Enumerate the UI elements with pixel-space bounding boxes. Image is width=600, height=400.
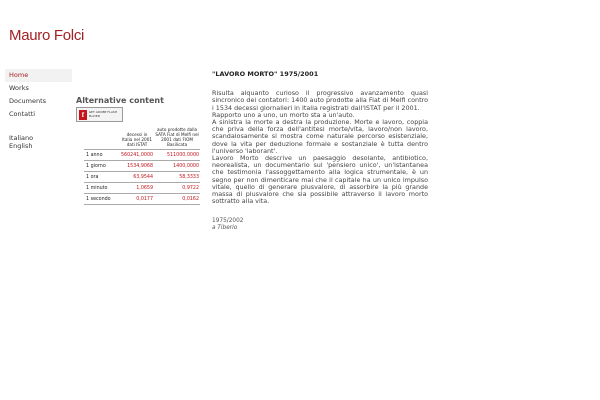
row-deaths: 63,9544 bbox=[120, 172, 154, 183]
flash-badge-text: GET ADOBE FLASH PLAYER bbox=[88, 110, 118, 118]
nav-item-works[interactable]: Works bbox=[9, 84, 29, 92]
article-paragraph: A sinistra la morte a destra la produzione. Morte e lavoro, coppia che priva della forza dell'antitesi morte/vita, lavoro/non lavoro, scandalosamente si mostra come naturale percorso esistenziale, dove la vita per deduzione formale e sostanziale è tutta dentro l'universo 'laborant'. bbox=[212, 118, 428, 155]
row-label: 1 anno bbox=[84, 150, 120, 161]
row-cars: 1400,0000 bbox=[154, 161, 200, 172]
article-year: 1975/2002 bbox=[212, 218, 244, 225]
get-flash-player-button[interactable] bbox=[76, 107, 123, 122]
article-paragraph: Risulta alquanto curioso il progressivo avanzamento quasi sincronico dei contatori: 1400 auto prodotte alla Fiat di Melfi contro i 1534 decessi giornalieri in Italia registrati dall'ISTAT per il 2001. bbox=[212, 89, 428, 112]
alt-content-title: Alternative content bbox=[76, 96, 164, 105]
nav-spacer bbox=[5, 121, 72, 134]
article-paragraph: Rapporto uno a uno, un morto sta a un'auto. bbox=[212, 110, 355, 119]
nav-item-contatti[interactable]: Contatti bbox=[9, 110, 36, 118]
table-header-empty bbox=[84, 127, 120, 150]
flash-icon: f bbox=[79, 110, 87, 120]
article-paragraph: Lavoro Morto descrive un paesaggio desolante, antibiotico, neorealista, un documentario sul 'pensiero unico', un'istantanea che testimonia l'assoggettamento alla logica strumentale, è un segno per non dimenticare mai che il capitale ha un unico impulso vitale, quello di generare plusvalore, di assorbire la più grande massa di plusvalore che sia possibile attraverso il lavoro morto sottratto alla vita. bbox=[212, 154, 428, 206]
article-dedication: a Tiberio bbox=[212, 225, 238, 232]
table-row bbox=[84, 183, 200, 194]
nav-item-documents[interactable]: Documents bbox=[9, 97, 47, 105]
table-row bbox=[84, 161, 200, 172]
row-cars: 0,0162 bbox=[154, 194, 200, 205]
row-deaths: 1534,9068 bbox=[120, 161, 154, 172]
lang-italiano[interactable]: Italiano bbox=[9, 134, 34, 142]
nav-item-home[interactable]: Home bbox=[5, 69, 72, 82]
row-label: 1 minuto bbox=[84, 183, 120, 194]
table-header-cars: auto prodotte dalla SATA Fiat di Melfi nel 2001 dati FIOM Basilicata bbox=[155, 127, 199, 147]
table-header-deaths: decessi in Italia nel 2001 dati ISTAT bbox=[121, 132, 153, 147]
table-row bbox=[84, 194, 200, 205]
site-title[interactable]: Mauro Folci bbox=[9, 27, 85, 44]
table-row bbox=[84, 150, 200, 161]
row-deaths: 0,0177 bbox=[120, 194, 154, 205]
row-label: 1 secondo bbox=[84, 194, 120, 205]
row-deaths: 560241,0000 bbox=[120, 150, 154, 161]
row-cars: 58,3333 bbox=[154, 172, 200, 183]
flash-alternative-content bbox=[76, 96, 201, 122]
lang-english[interactable]: English bbox=[9, 142, 33, 150]
article-title: "LAVORO MORTO" 1975/2001 bbox=[212, 70, 319, 78]
row-deaths: 1,0659 bbox=[120, 183, 154, 194]
row-label: 1 ora bbox=[84, 172, 120, 183]
main-nav bbox=[5, 69, 72, 150]
row-label: 1 giorno bbox=[84, 161, 120, 172]
row-cars: 511000,0000 bbox=[154, 150, 200, 161]
table-row bbox=[84, 172, 200, 183]
article bbox=[212, 71, 428, 232]
counter-table bbox=[84, 127, 200, 205]
row-cars: 0,9722 bbox=[154, 183, 200, 194]
